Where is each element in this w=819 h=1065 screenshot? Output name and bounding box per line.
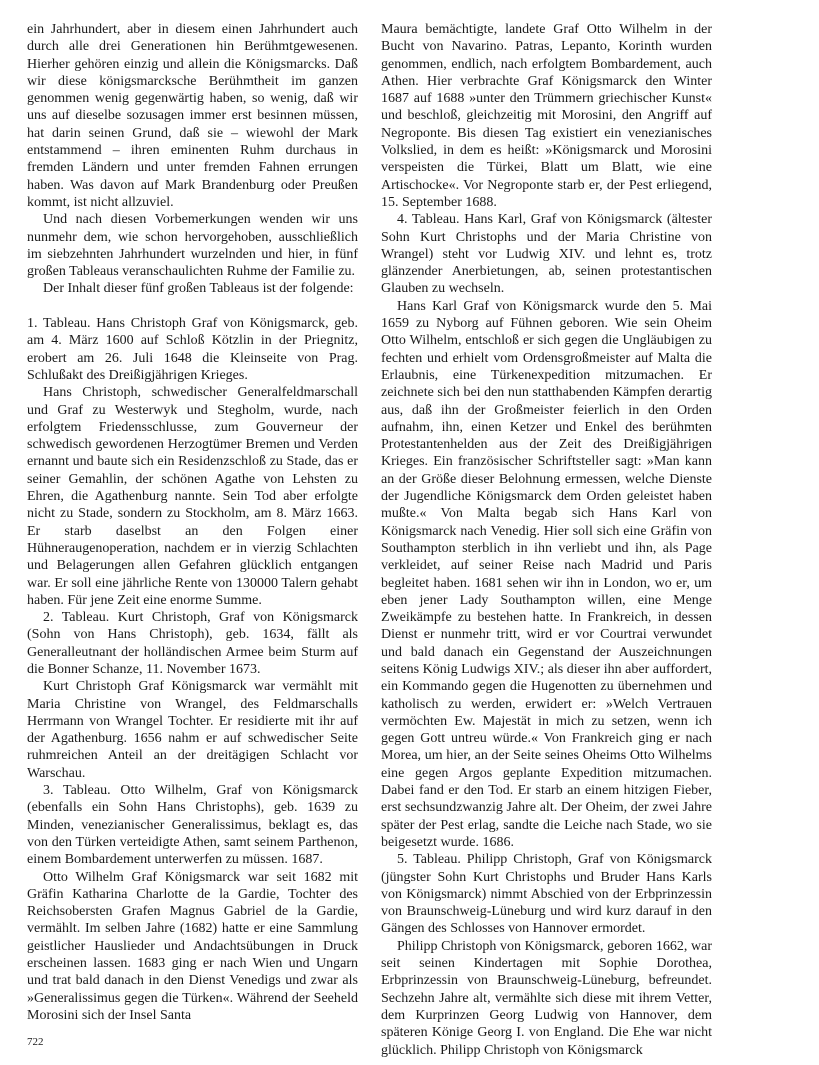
left-column <box>27 21 358 1024</box>
tableau-heading-2: 2. Tableau. Kurt Christoph, Graf von Königsmarck (Sohn von Hans Christoph), geb. 1634, fällt als Generalleutnant der holländischen Armee beim Sturm auf die Bonner Schanze, 11. November 1673. <box>27 610 358 677</box>
paragraph: Kurt Christoph Graf Königsmarck war vermählt mit Maria Christine von Wrangel, des Feldmarschalls Herrmann von Wrangel Tochter. Er residierte mit ihr auf der Agathenburg. 1656 nahm er auf schwedischer Seite ruhmreichen Anteil an der dreitägigen Schlacht vor Warschau. <box>27 679 358 781</box>
paragraph: Maura bemächtigte, landete Graf Otto Wilhelm in der Bucht von Navarino. Patras, Lepanto, Korinth wurden genommen, endlich, nach erfolgtem Bombardement, auch Athen. Hier verbrachte Graf Königsmarck den Winter 1687 auf 1688 »unter den Trümmern griechischer Kunst« und beschloß, gleichzeitig mit Morosini, den Angriff auf Negroponte. Bis diesen Tag existiert ein venezianisches Volkslied, in dem es heißt: »Königsmarck und Morosini verspeisten die Türkei, Blatt um Blatt, wie eine Artischocke«. Vor Negroponte starb er, der Pest erliegend, 15. September 1688. <box>381 22 712 210</box>
paragraph: Hans Karl Graf von Königsmarck wurde den 5. Mai 1659 zu Nyborg auf Fühnen geboren. Wie sein Oheim Otto Wilhelm, entschloß er sich gegen die Ungläubigen zu fechten und erhielt vom Ordensgroßmeister auf Malta die Erlaubnis, eine Türkenexpedition mitzumachen. Er zeichnete sich bei den nun statthabenden Kämpfen derartig aus, daß ihn der Großmeister feierlich in den Orden aufnahm, ihn, einen Ketzer und Enkel des berühmten Protestantenhelden aus der Zeit des Dreißigjährigen Krieges. Ein französischer Schriftsteller sagt: »Man kann an der Größe dieser Belohnung ermessen, welche Dienste der Jugendliche Königsmarck dem Orden geleistet haben mußte.« Von Malta begab sich Hans Karl von Königsmarck nach Venedig. Hier soll sich eine Gräfin von Southampton sterblich in ihn verliebt und ihn, als Page verkleidet, auf seiner Reise nach Madrid und Paris begleitet haben. 1681 sehen wir ihn in London, wo er, um eben jener Lady Southampton willen, eine Menge Zweikämpfe zu bestehen hatte. In Frankreich, in dessen Dienst er nunmehr tritt, wird er vor Courtrai verwundet und bald danach ein Gegenstand der Auszeichnungen seitens König Ludwigs XIV.; als dieser ihn aber auffordert, ein Kommando gegen die Hugenotten zu übernehmen und katholisch zu werden, erwidert er: »Welch Vertrauen vermöchten Ew. Majestät in mich zu setzen, wenn ich gegen Gott untreu würde.« Von Frankreich ging er nach Morea, um hier, an der Seite seines Oheims Otto Wilhelms eine gegen Argos geplante Expedition mitzumachen. Dabei fand er den Tod. Er starb an einem hitzigen Fieber, erst sechsundzwanzig Jahre alt. Der Oheim, der zwei Jahre später der Pest erlag, sandte die Leiche nach Stade, wo sie beigesetzt wurde. 1686. <box>381 298 712 850</box>
paragraph: Und nach diesen Vorbemerkungen wenden wir uns nunmehr dem, wie schon hervorgehoben, ausschließlich im siebzehnten Jahrhundert wurzelnden und hier, in fünf großen Tableaus veranschaulichten Ruhme der Familie zu. <box>27 212 358 280</box>
tableau-heading-5: 5. Tableau. Philipp Christoph, Graf von Königsmarck (jüngster Sohn Kurt Christophs und Bruder Hans Karls von Königsmarck) nimmt Abschied von der Erbprinzessin von Braunschweig-Lüneburg und wird kurz darauf in den Gängen des Schlosses von Hannover ermordet. <box>381 852 712 937</box>
paragraph: Otto Wilhelm Graf Königsmarck war seit 1682 mit Gräfin Katharina Charlotte de la Gardie, Tochter des Reichsobersten Grafen Magnus Gabriel de la Gardie, vermählt. Im selben Jahre (1682) hatte er eine Sammlung geistlicher Hauslieder und Andachtsübungen in Druck erscheinen lassen. 1683 ging er nach Wien und Ungarn und trat bald danach in den Dienst Venedigs und zwar als »Generalissimus gegen die Türken«. Während der Seeheld Morosini sich der Insel Santa <box>27 869 358 1023</box>
tableau-heading-3: 3. Tableau. Otto Wilhelm, Graf von Königsmarck (ebenfalls ein Sohn Hans Christophs), geb. 1639 zu Minden, venezianischer Generalissimus, beklagt es, das von den Türken verteidigte Athen, samt seinem Parthenon, einem Bombardement unterwerfen zu müssen. 1687. <box>27 783 358 868</box>
paragraph: Hans Christoph, schwedischer Generalfeldmarschall und Graf zu Westerwyk und Stegholm, wurde, nach erfolgtem Friedensschlusse, zum Gouverneur der schwedisch gewordenen Herzogtümer Bremen und Verden ernannt und baute sich ein Residenzschloß zu Stade, das er seiner Gemahlin, der schönen Agathe von Lehsten zu Ehren, die Agathenburg nannte. Sein Tod aber erfolgte nicht zu Stade, sondern zu Stockholm, am 8. März 1663. Er starb daselbst an den Folgen einer Hühneraugenoperation, nachdem er in vierzig Schlachten und Belagerungen allen Gefahren glücklich entgangen war. Er soll eine jährliche Rente von 130000 Talern gehabt haben. Für jene Zeit eine enorme Summe. <box>27 385 358 608</box>
paragraph: ein Jahrhundert, aber in diesem einen Jahrhundert auch durch alle drei Generationen hin Berühmtgewesenen. Hierher gehören einzig und allein die Königsmarcks. Daß wir diese königsmarcksche Berühmtheit im ganzen genommen wenig gegenwärtig haben, so wenig, daß wir uns auf dieselbe sozusagen immer erst besinnen müssen, hat darin seinen Grund, daß sie – wiewohl der Mark entstammend – ihren eminenten Ruhm durchaus in fremden Ländern und unter fremden Fahnen errungen haben. Was davon auf Mark Brandenburg oder Preußen kommt, ist nicht allzuviel. <box>27 22 358 210</box>
paragraph: Der Inhalt dieser fünf großen Tableaus ist der folgende: <box>43 281 354 297</box>
tableau-heading-1: 1. Tableau. Hans Christoph Graf von Königsmarck, geb. am 4. März 1600 auf Schloß Kötzlin in der Priegnitz, erobert am 26. Juli 1648 die Kleinseite von Prag. Schlußakt des Dreißigjährigen Krieges. <box>27 316 358 383</box>
page-number: 722 <box>27 1036 44 1048</box>
tableau-heading-4: 4. Tableau. Hans Karl, Graf von Königsmarck (ältester Sohn Kurt Christophs und der Maria Christine von Wrangel) steht vor Ludwig XIV. und lehnt es, trotz glänzender Anerbietungen, ab, seinen protestantischen Glauben zu wechseln. <box>381 212 712 297</box>
right-column <box>381 21 712 1059</box>
paragraph: Philipp Christoph von Königsmarck, geboren 1662, war seit seinen Kindertagen mit Sophie Dorothea, Erbprinzessin von Braunschweig-Lüneburg, befreundet. Sechzehn Jahre alt, vermählte sich diese mit ihrem Vetter, dem Kurprinzen Georg Ludwig von Hannover, dem späteren Könige Georg I. von England. Die Ehe war nicht glücklich. Philipp Christoph von Königsmarck <box>381 938 712 1058</box>
